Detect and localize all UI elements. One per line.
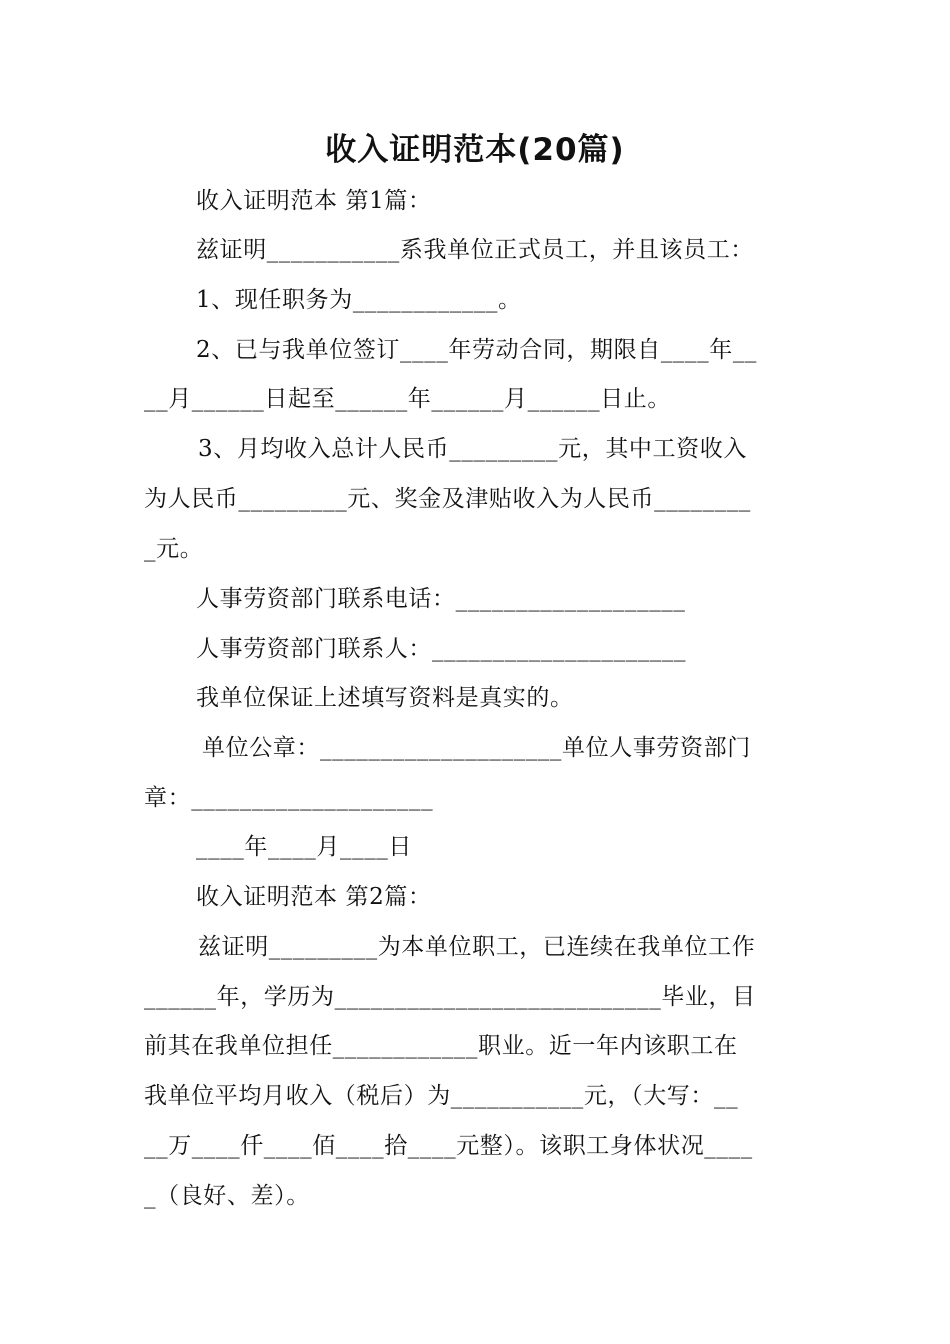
paragraph-line: 3、月均收入总计人民币_________元，其中工资收入 <box>198 436 747 462</box>
paragraph-line: _元。 <box>144 536 204 562</box>
paragraph-line: __月______日起至______年______月______日止。 <box>144 386 671 412</box>
date-line: ____年____月____日 <box>196 834 412 860</box>
paragraph-line: 兹证明___________系我单位正式员工，并且该员工： <box>196 237 754 263</box>
paragraph-line: 2、已与我单位签订____年劳动合同，期限自____年__ <box>196 337 758 363</box>
paragraph-line: 前其在我单位担任____________职业。近一年内该职工在 <box>144 1033 738 1059</box>
paragraph-line: 单位公章：____________________单位人事劳资部门 <box>202 735 751 761</box>
paragraph-line: 为人民币_________元、奖金及津贴收入为人民币________ <box>144 486 751 512</box>
paragraph-line: 我单位平均月收入（税后）为___________元，（大写：__ <box>144 1083 739 1109</box>
paragraph-line: 兹证明_________为本单位职工，已连续在我单位工作 <box>198 934 756 960</box>
paragraph-line: 人事劳资部门联系人：_____________________ <box>196 636 687 662</box>
paragraph-line: _（良好、差）。 <box>144 1183 310 1209</box>
paragraph-line: ______年，学历为___________________________毕业，目 <box>144 984 756 1010</box>
paragraph-line: 我单位保证上述填写资料是真实的。 <box>196 685 574 711</box>
paragraph-line: 人事劳资部门联系电话：___________________ <box>196 586 686 612</box>
paragraph-line: 1、现任职务为____________。 <box>196 287 522 313</box>
section-heading-2: 收入证明范本 第2篇： <box>196 884 432 910</box>
paragraph-line: __万____仟____佰____拾____元整）。该职工身体状况____ <box>144 1133 753 1159</box>
section-heading-1: 收入证明范本 第1篇： <box>196 188 432 214</box>
paragraph-line: 章：____________________ <box>144 785 434 811</box>
document-title: 收入证明范本(20篇) <box>325 132 625 168</box>
